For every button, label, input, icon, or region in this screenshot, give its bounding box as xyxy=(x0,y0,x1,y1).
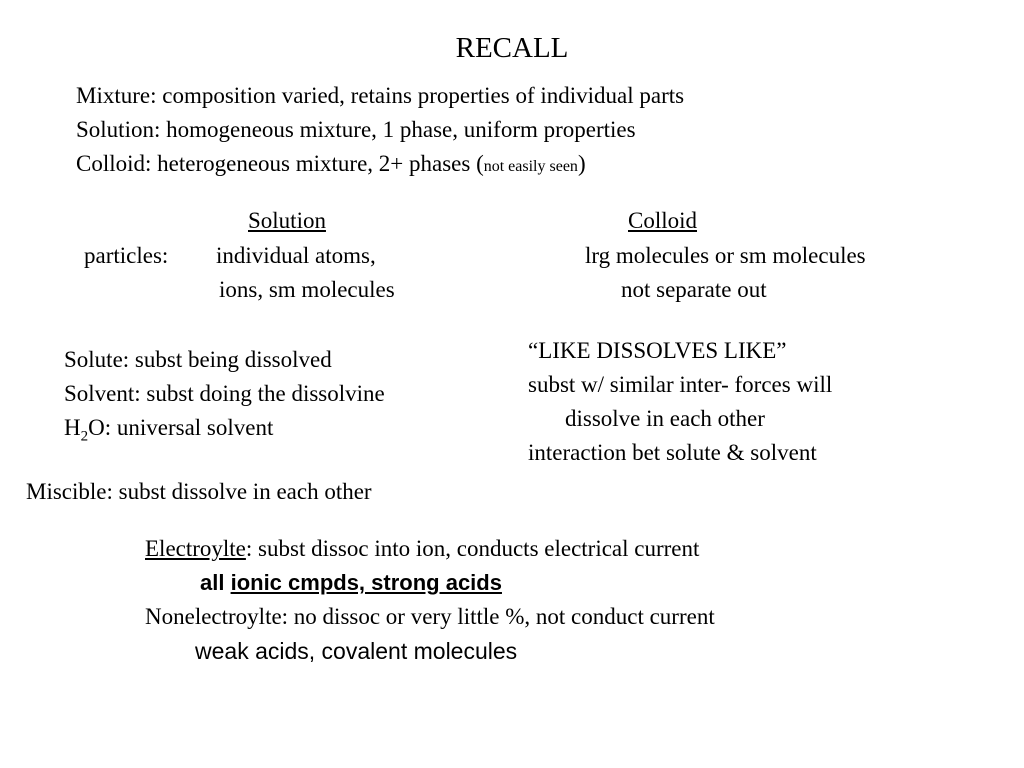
nonelectrolyte-examples: weak acids, covalent molecules xyxy=(195,638,518,664)
colloid-definition-main: Colloid: heterogeneous mixture, 2+ phases ( xyxy=(76,151,484,176)
colloid-particles-line1: lrg molecules or sm molecules xyxy=(585,243,866,268)
page-title: RECALL xyxy=(455,32,569,64)
solute-definition: Solute: subst being dissolved xyxy=(64,347,332,372)
solution-heading: Solution xyxy=(248,208,326,233)
electrolyte-examples-prefix: all xyxy=(200,570,231,595)
water-formula-subscript: 2 xyxy=(80,428,89,445)
colloid-definition xyxy=(76,147,586,184)
solution-particles-line1: individual atoms, xyxy=(216,243,376,268)
colloid-particles-line2: not separate out xyxy=(621,277,767,302)
solution-particles-line2: ions, sm molecules xyxy=(219,277,395,302)
colloid-heading: Colloid xyxy=(628,208,698,233)
electrolyte-term: Electroylte xyxy=(145,536,246,561)
solution-definition: Solution: homogeneous mixture, 1 phase, uniform properties xyxy=(76,117,636,142)
solvent-definition: Solvent: subst doing the dissolvine xyxy=(64,381,385,406)
like-line-interaction: interaction bet solute & solvent xyxy=(528,440,817,465)
nonelectrolyte-definition: Nonelectroylte: no dissoc or very little %, not conduct current xyxy=(145,604,715,629)
water-formula-h: H xyxy=(64,415,81,440)
water-formula-rest: O: universal solvent xyxy=(88,415,274,440)
colloid-definition-close: ) xyxy=(577,151,586,176)
colloid-definition-note: not easily seen xyxy=(483,158,578,175)
like-line-dissolve: dissolve in each other xyxy=(565,406,765,431)
electrolyte-examples-list: ionic cmpds, strong acids xyxy=(230,570,502,595)
electrolyte-definition xyxy=(145,532,699,566)
like-dissolves-like-heading: “LIKE DISSOLVES LIKE” xyxy=(528,338,787,363)
miscible-definition: Miscible: subst dissolve in each other xyxy=(26,479,372,504)
particles-label: particles: xyxy=(84,243,169,268)
electrolyte-examples xyxy=(200,566,502,600)
mixture-definition: Mixture: composition varied, retains properties of individual parts xyxy=(76,83,685,108)
water-solvent-line xyxy=(64,411,273,445)
like-line-forces: subst w/ similar inter- forces will xyxy=(528,372,833,397)
electrolyte-definition-text: : subst dissoc into ion, conducts electrical current xyxy=(245,536,700,561)
